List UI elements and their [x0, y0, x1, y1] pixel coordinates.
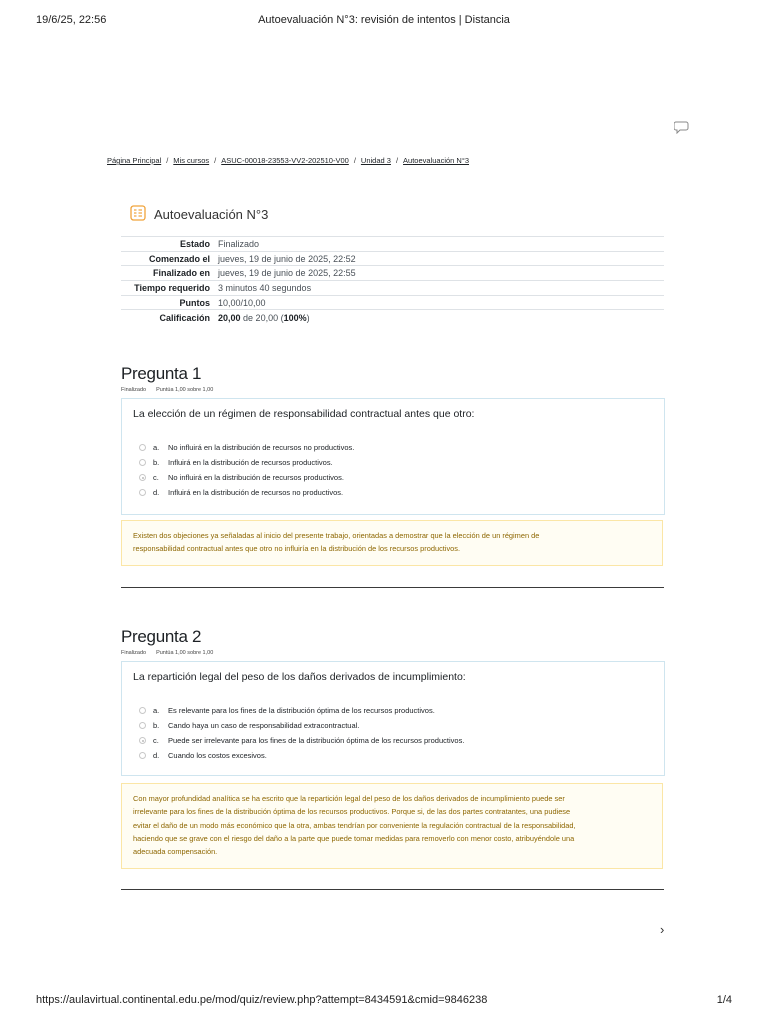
summary-row [121, 251, 664, 266]
feedback-line: adecuada compensación. [133, 847, 218, 857]
summary-row [121, 295, 664, 310]
summary-row [121, 266, 664, 281]
option-letter: a. [153, 443, 160, 452]
breadcrumb-my-courses[interactable]: Mis cursos [173, 156, 210, 165]
print-page-number: 1/4 [716, 994, 732, 1006]
option-letter: a. [153, 706, 160, 715]
radio-button-selected[interactable] [139, 474, 146, 481]
option-text: Cuando los costos excesivos. [168, 751, 267, 760]
question-status: Finalizado [121, 650, 147, 656]
feedback-line: Con mayor profundidad analítica se ha escrito que la repartición legal del peso de los daños derivados de incumplimiento puede ser [133, 794, 565, 803]
option-text: Cando haya un caso de responsabilidad extracontractual. [168, 721, 360, 730]
summary-label: Calificación [159, 312, 210, 323]
breadcrumb: Página Principal / Mis cursos / ASUC-00018-23553-VV2-202510-V00 / Unidad 3 / Autoevaluación N°3 [107, 156, 470, 165]
quiz-list-icon [130, 205, 146, 221]
option-letter: d. [153, 751, 160, 760]
question-text: La elección de un régimen de responsabilidad contractual antes que otro: [133, 408, 475, 420]
radio-button[interactable] [139, 752, 146, 759]
summary-label: Estado [179, 238, 210, 249]
general-feedback [121, 520, 663, 566]
radio-button[interactable] [139, 459, 146, 466]
breadcrumb-unit[interactable]: Unidad 3 [360, 156, 391, 165]
radio-button-selected[interactable] [139, 737, 146, 744]
print-datetime: 19/6/25, 22:56 [36, 14, 107, 26]
question-1 [121, 364, 664, 574]
feedback-line: responsabilidad contractual antes que otro no influiría en la distribución de los recursos productivos. [133, 544, 461, 554]
question-title: Pregunta 1 [121, 364, 202, 383]
question-text: La repartición legal del peso de los daños derivados de incumplimiento: [133, 671, 466, 683]
summary-label: Comenzado el [148, 253, 210, 264]
radio-button[interactable] [139, 489, 146, 496]
question-divider [121, 889, 664, 890]
grade-value [218, 310, 664, 325]
feedback-line: irrelevante para los fines de la distribución óptima de los recursos productivos. Porque si, de las dos partes contratantes, una pudiese [133, 807, 571, 817]
option-text: Puede ser irrelevante para los fines de la distribución óptima de los recursos productivos. [168, 736, 465, 745]
feedback-line: evitar el daño de un modo más económico que la otra, ambas tendrían por conveniente la regulación contractual de la responsabilidad, [133, 820, 576, 830]
question-2 [121, 627, 664, 877]
option-letter: b. [153, 458, 160, 467]
summary-label: Finalizado en [152, 268, 210, 279]
radio-button[interactable] [139, 707, 146, 714]
summary-value: jueves, 19 de junio de 2025, 22:52 [218, 253, 356, 264]
grade-score: 20,00 [218, 312, 241, 323]
grade-close: ) [306, 312, 310, 323]
question-divider [121, 587, 664, 588]
radio-button[interactable] [139, 722, 146, 729]
option-letter: b. [153, 721, 160, 730]
option-letter: c. [153, 473, 159, 482]
question-info [121, 387, 213, 393]
next-page-arrow[interactable]: › [660, 922, 665, 937]
grade-of: de 20,00 ( [243, 312, 284, 323]
option-text: Es relevante para los fines de la distribución óptima de los recursos productivos. [168, 706, 435, 715]
question-grade: Puntúa 1,00 sobre 1,00 [156, 387, 214, 393]
print-header [36, 14, 732, 30]
grade-percent: 100% [283, 312, 307, 323]
summary-row [121, 281, 664, 296]
question-title: Pregunta 2 [121, 627, 202, 646]
summary-row [121, 310, 664, 325]
summary-row [121, 237, 664, 252]
general-feedback [121, 783, 663, 869]
attempt-summary-table [121, 236, 664, 325]
question-info [121, 650, 213, 656]
radio-button[interactable] [139, 444, 146, 451]
feedback-line: haciendo que se grave con el riesgo del daño a la parte que puede tomar medidas para removerlo con menor costo, atribuyéndole una [133, 833, 575, 843]
summary-value: 10,00/10,00 [218, 297, 266, 308]
summary-label: Tiempo requerido [134, 282, 210, 293]
feedback-line: Existen dos objeciones ya señaladas al inicio del presente trabajo, orientadas a demostrar que la elección de un régimen de [133, 531, 540, 540]
print-footer [36, 994, 732, 1010]
breadcrumb-quiz[interactable]: Autoevaluación N°3 [403, 156, 470, 165]
option-letter: d. [153, 488, 160, 497]
question-grade: Puntúa 1,00 sobre 1,00 [156, 650, 214, 656]
summary-label: Puntos [179, 297, 210, 308]
question-status: Finalizado [121, 387, 147, 393]
comment-icon[interactable] [674, 120, 690, 134]
question-content [121, 398, 665, 515]
breadcrumb-course[interactable]: ASUC-00018-23553-VV2-202510-V00 [221, 156, 349, 165]
option-text: No influirá en la distribución de recursos no productivos. [168, 443, 355, 452]
quiz-title: Autoevaluación N°3 [154, 207, 269, 222]
summary-value: Finalizado [218, 238, 260, 249]
summary-value: jueves, 19 de junio de 2025, 22:55 [218, 268, 356, 279]
option-text: Influirá en la distribución de recursos productivos. [168, 458, 333, 467]
option-text: Influirá en la distribución de recursos no productivos. [168, 488, 344, 497]
option-letter: c. [153, 736, 159, 745]
print-url: https://aulavirtual.continental.edu.pe/mod/quiz/review.php?attempt=8434591&cmid=9846238 [36, 994, 488, 1006]
breadcrumb-home[interactable]: Página Principal [107, 156, 162, 165]
print-page-title: Autoevaluación N°3: revisión de intentos | Distancia [258, 14, 510, 26]
option-text: No influirá en la distribución de recursos productivos. [168, 473, 344, 482]
question-content [121, 661, 665, 776]
summary-value: 3 minutos 40 segundos [218, 282, 312, 293]
